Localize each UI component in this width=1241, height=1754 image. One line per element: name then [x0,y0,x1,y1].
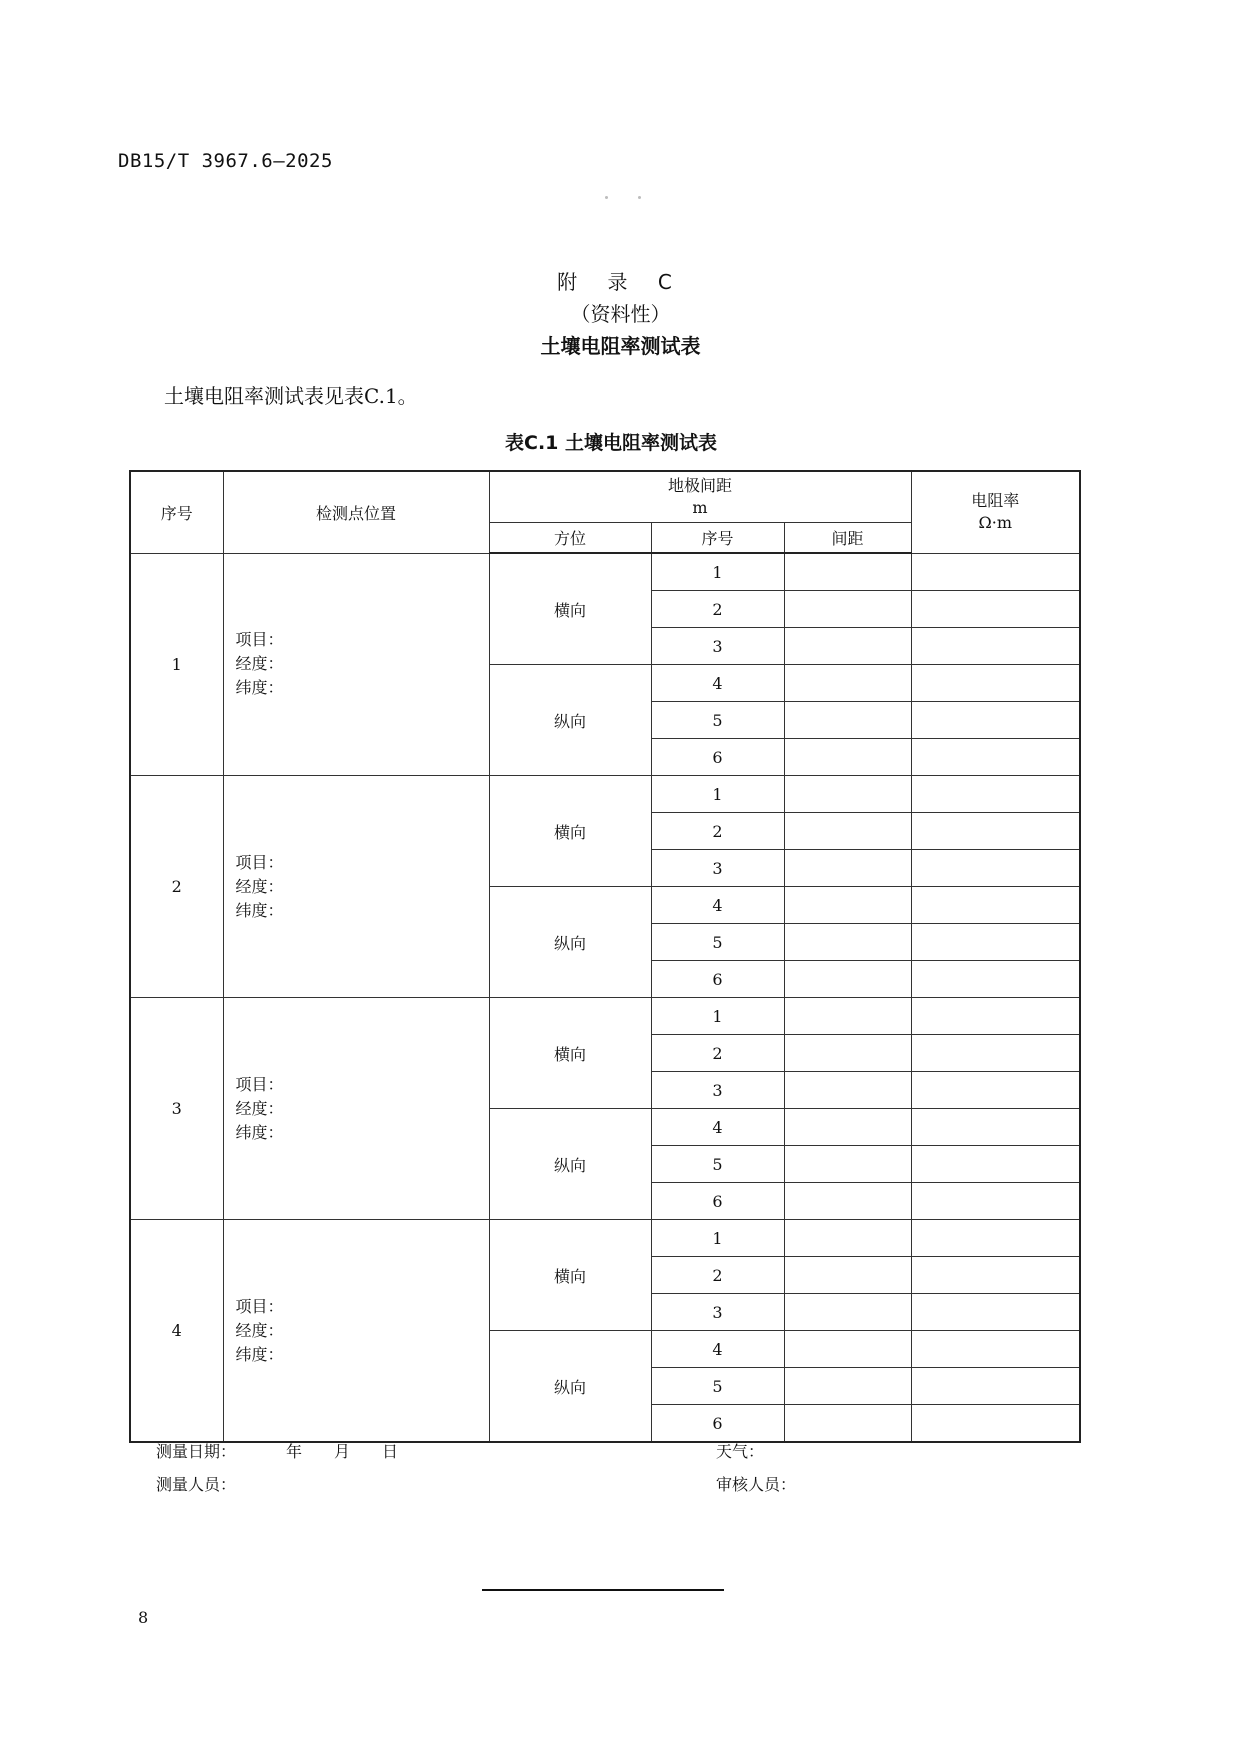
distance-cell[interactable] [784,1183,911,1220]
table-caption: 表C.1 土壤电阻率测试表 [505,432,717,454]
resistivity-cell[interactable] [911,850,1080,887]
point-number: 1 [130,553,223,776]
sub-seq-cell: 5 [651,1368,784,1405]
header-seq: 序号 [130,471,223,553]
sub-seq-cell: 6 [651,739,784,776]
header-distance: 间距 [784,523,911,554]
date-day: 日 [382,1442,399,1461]
distance-cell[interactable] [784,1220,911,1257]
distance-cell[interactable] [784,961,911,998]
sub-seq-cell: 3 [651,1072,784,1109]
sub-seq-cell: 4 [651,1109,784,1146]
distance-cell[interactable] [784,1331,911,1368]
location-longitude-label: 经度： [235,876,284,896]
resistivity-cell[interactable] [911,628,1080,665]
appendix-nature: （资料性） [570,302,671,326]
location-project-label: 项目： [235,852,284,872]
direction-horizontal: 横向 [489,998,651,1109]
resistivity-cell[interactable] [911,1072,1080,1109]
sub-seq-cell: 5 [651,1146,784,1183]
distance-cell[interactable] [784,1368,911,1405]
resistivity-cell[interactable] [911,1183,1080,1220]
distance-cell[interactable] [784,924,911,961]
sub-seq-cell: 2 [651,813,784,850]
distance-cell[interactable] [784,1072,911,1109]
resistivity-cell[interactable] [911,665,1080,702]
table-row [130,1220,1080,1257]
resistivity-cell[interactable] [911,1035,1080,1072]
resistivity-cell[interactable] [911,961,1080,998]
sub-seq-cell: 6 [651,961,784,998]
resistivity-cell[interactable] [911,813,1080,850]
page-number: 8 [138,1608,149,1627]
decorative-dots [605,196,641,200]
document-code: DB15/T 3967.6—2025 [118,150,333,172]
distance-cell[interactable] [784,1405,911,1443]
table-row [130,776,1080,813]
header-location: 检测点位置 [223,471,489,553]
appendix-name: 土壤电阻率测试表 [540,334,701,358]
distance-cell[interactable] [784,813,911,850]
sub-seq-cell: 1 [651,553,784,591]
table-row [130,998,1080,1035]
sub-seq-cell: 1 [651,998,784,1035]
resistivity-cell[interactable] [911,998,1080,1035]
location-latitude-label: 纬度： [235,1122,284,1142]
resistivity-cell[interactable] [911,1257,1080,1294]
date-label: 测量日期： [156,1442,237,1461]
location-cell[interactable] [223,998,489,1220]
direction-horizontal: 横向 [489,1220,651,1331]
appendix-title: 附 录 C [557,270,684,294]
location-project-label: 项目： [235,1296,284,1316]
resistivity-cell[interactable] [911,1220,1080,1257]
location-latitude-label: 纬度： [235,900,284,920]
distance-cell[interactable] [784,1146,911,1183]
sub-seq-cell: 6 [651,1183,784,1220]
sub-seq-cell: 1 [651,1220,784,1257]
separator-line [482,1589,724,1591]
date-month: 月 [334,1442,351,1461]
distance-cell[interactable] [784,1035,911,1072]
distance-cell[interactable] [784,1109,911,1146]
point-number: 2 [130,776,223,998]
date-year: 年 [286,1442,303,1461]
resistivity-cell[interactable] [911,553,1080,591]
header-spacing-group [489,471,911,523]
resistivity-cell[interactable] [911,591,1080,628]
header-direction: 方位 [489,523,651,554]
sub-seq-cell: 4 [651,1331,784,1368]
sub-seq-cell: 4 [651,887,784,924]
distance-cell[interactable] [784,628,911,665]
weather-label: 天气： [716,1442,765,1461]
sub-seq-cell: 3 [651,628,784,665]
sub-seq-cell: 2 [651,1035,784,1072]
location-latitude-label: 纬度： [235,1344,284,1364]
direction-vertical: 纵向 [489,665,651,776]
location-project-label: 项目： [235,1074,284,1094]
sub-seq-cell: 2 [651,1257,784,1294]
dot [605,196,608,199]
direction-vertical: 纵向 [489,1109,651,1220]
location-cell[interactable] [223,776,489,998]
reviewer-label: 审核人员： [716,1475,797,1494]
measurer-label: 测量人员： [156,1475,237,1494]
resistivity-cell[interactable] [911,1294,1080,1331]
sub-seq-cell: 4 [651,665,784,702]
distance-cell[interactable] [784,850,911,887]
location-cell[interactable] [223,553,489,776]
header-spacing-label: 地极间距 [667,476,732,495]
resistivity-cell[interactable] [911,702,1080,739]
header-resistivity [911,471,1080,553]
direction-vertical: 纵向 [489,1331,651,1443]
sub-seq-cell: 1 [651,776,784,813]
distance-cell[interactable] [784,1294,911,1331]
resistivity-cell[interactable] [911,1146,1080,1183]
header-resistivity-label: 电阻率 [971,491,1020,511]
distance-cell[interactable] [784,776,911,813]
point-number: 4 [130,1220,223,1443]
dot [638,196,641,199]
sub-seq-cell: 3 [651,850,784,887]
distance-cell[interactable] [784,553,911,591]
resistivity-cell[interactable] [911,1109,1080,1146]
header-sub-seq: 序号 [651,523,784,554]
resistivity-table [129,470,1081,1443]
location-project-label: 项目： [235,630,284,650]
resistivity-cell[interactable] [911,924,1080,961]
resistivity-cell[interactable] [911,1331,1080,1368]
sub-seq-cell: 5 [651,702,784,739]
resistivity-cell[interactable] [911,887,1080,924]
distance-cell[interactable] [784,1257,911,1294]
resistivity-cell[interactable] [911,739,1080,776]
point-number: 3 [130,998,223,1220]
header-spacing-unit: m [692,498,708,517]
sub-seq-cell: 5 [651,924,784,961]
resistivity-cell[interactable] [911,1405,1080,1443]
resistivity-cell[interactable] [911,1368,1080,1405]
location-longitude-label: 经度： [235,1320,284,1340]
direction-vertical: 纵向 [489,887,651,998]
table-row [130,553,1080,591]
direction-horizontal: 横向 [489,776,651,887]
direction-horizontal: 横向 [489,553,651,665]
location-cell[interactable] [223,1220,489,1443]
resistivity-cell[interactable] [911,776,1080,813]
distance-cell[interactable] [784,739,911,776]
sub-seq-cell: 3 [651,1294,784,1331]
distance-cell[interactable] [784,998,911,1035]
distance-cell[interactable] [784,702,911,739]
distance-cell[interactable] [784,665,911,702]
location-longitude-label: 经度： [235,654,284,674]
location-longitude-label: 经度： [235,1098,284,1118]
sub-seq-cell: 2 [651,591,784,628]
sub-seq-cell: 6 [651,1405,784,1443]
distance-cell[interactable] [784,591,911,628]
intro-text: 土壤电阻率测试表见表C.1。 [164,384,418,408]
header-resistivity-unit: Ω·m [978,513,1013,533]
location-latitude-label: 纬度： [235,678,284,698]
distance-cell[interactable] [784,887,911,924]
